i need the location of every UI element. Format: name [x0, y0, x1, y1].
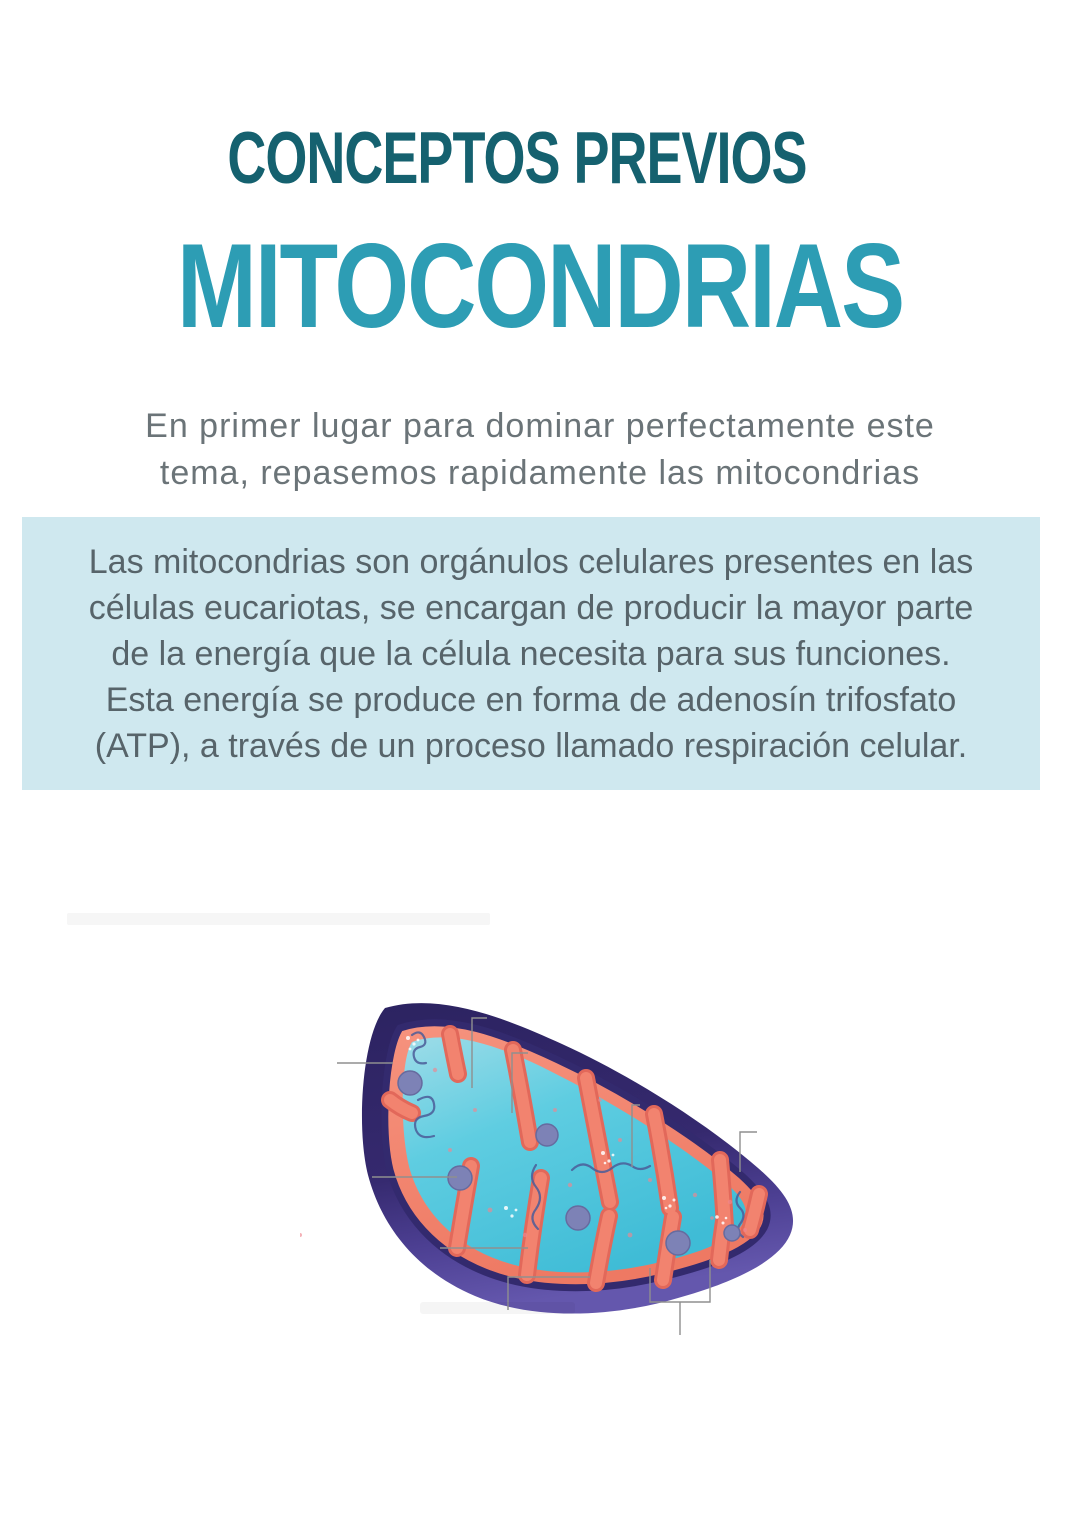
highlight-box-line: Las mitocondrias son orgánulos celulares presentes en las — [88, 543, 974, 581]
highlight-box-line: Esta energía se produce en forma de adenosín trifosfato — [105, 681, 957, 719]
mitochondria-figure — [300, 980, 820, 1360]
intro-line: tema, repasemos rapidamente las mitocondrias — [159, 454, 921, 492]
highlight-box-line: de la energía que la célula necesita para sus funciones. — [111, 635, 951, 673]
highlight-box-line: (ATP), a través de un proceso llamado respiración celular. — [94, 727, 968, 765]
intro-line: En primer lugar para dominar perfectamente este — [145, 407, 935, 445]
mitochondria-illustration — [300, 980, 820, 1360]
watermark-smudge — [420, 1302, 575, 1314]
intro-text — [0, 403, 1080, 497]
highlight-box-line: células eucariotas, se encargan de producir la mayor parte — [88, 589, 974, 627]
page-title: MITOCONDRIAS — [176, 219, 904, 354]
faint-divider-band — [67, 913, 490, 925]
page-kicker: CONCEPTOS PREVIOS — [227, 117, 807, 199]
highlight-box — [22, 517, 1040, 790]
